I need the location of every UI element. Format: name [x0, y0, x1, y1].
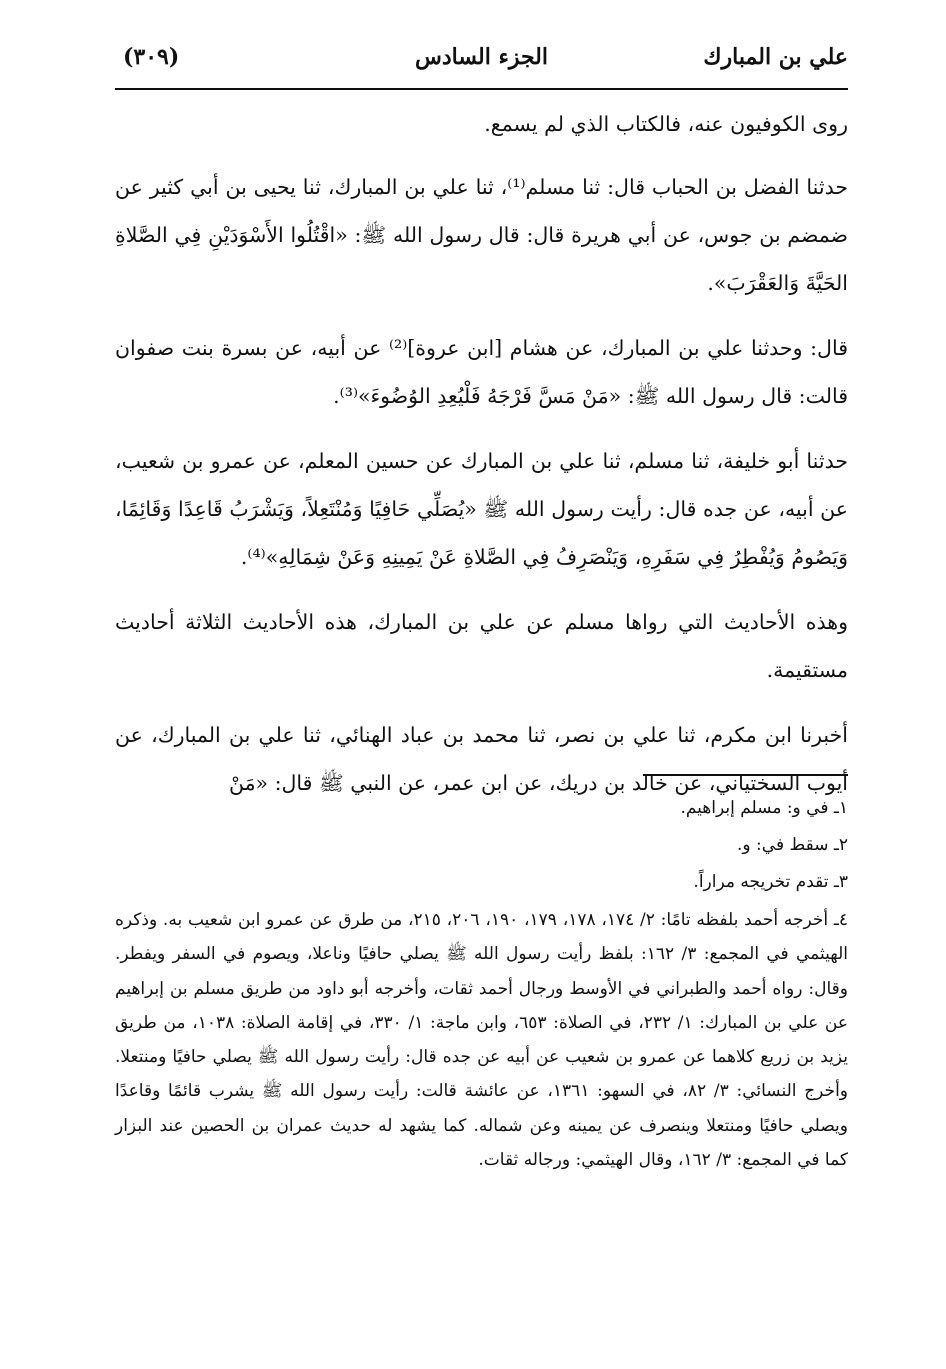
page-header [115, 40, 848, 90]
page-number: (٣٠٩) [123, 44, 180, 70]
footnote-text: أخرجه أحمد بلفظه تامًا: ٢/ ١٧٤، ١٧٨، ١٧٩، ١٩٠، ٢٠٦، ٢١٥، من طرق عن عمرو ابن شعيب به. وذكره الهيثمي في المجمع: ٣/ ١٦٢: بلفظ رأيت رسول الله ﷺ يصلي حافيًا وناعلا، ويصوم في السفر ويفطر. وقال: رواه أحمد والطبراني في الأوسط ورجال أحمد ثقات، وأخرجه أبو داود من طريق مسلم بن إبراهيم عن علي بن المبارك: ١/ ٢٣٢، في الصلاة: ٦٥٣، وابن ماجة: ١/ ٣٣٠، في إقامة الصلاة: ١٠٣٨، من طريق يزيد بن زريع كلاهما عن عمرو بن شعيب عن أبيه عن جده قال: رأيت رسول الله ﷺ يصلي حافيًا ومنتعلا. وأخرج النسائي: ٣/ ٨٢، في السهو: ١٣٦١، عن عائشة قالت: رأيت رسول الله ﷺ يشرب قائمًا وقاعدًا ويصلي حافيًا ومنتعلا وينصرف عن يمينه وعن شماله. كما يشهد له حديث عمران بن الحصين عند البزار كما في المجمع: ٣/ ١٦٢، وقال الهيثمي: ورجاله ثقات. [115, 910, 849, 1171]
paragraph-4: حدثنا أبو خليفة، ثنا مسلم، ثنا علي بن المبارك عن حسين المعلم، عن عمرو بن شعيب، عن أبيه، عن جده قال: رأيت رسول الله ﷺ «يُصَلِّي حَافِيًا وَمُنْتَعِلاً، وَيَشْرَبُ قَاعِدًا وَقَائِمًا، وَيَصُومُ وَيُفْطِرُ فِي سَفَرِهِ، وَيَنْصَرِفُ فِي الصَّلاةِ عَنْ يَمِينِهِ وَعَنْ شِمَالِهِ»⁽⁴⁾. [115, 449, 848, 569]
paragraph-5: وهذه الأحاديث التي رواها مسلم عن علي بن المبارك، هذه الأحاديث الثلاثة أحاديث مستقيمة. [115, 610, 848, 682]
paragraph-6: أخبرنا ابن مكرم، ثنا علي بن نصر، ثنا محمد بن عباد الهنائي، ثنا علي بن المبارك، عن أيوب السختياني، عن خالد بن دريك، عن ابن عمر، عن النبي ﷺ قال: «مَنْ [115, 723, 848, 795]
footnote-1 [115, 792, 848, 825]
main-text [115, 100, 848, 824]
footnote-2 [115, 829, 848, 862]
paragraph-3: قال: وحدثنا علي بن المبارك، عن هشام [ابن عروة]⁽²⁾ عن أبيه، عن بسرة بنت صفوان قالت: قال رسول الله ﷺ: «مَنْ مَسَّ فَرْجَهُ فَلْيُعِدِ الوُضُوءَ»⁽³⁾. [115, 336, 848, 408]
footnote-number: ٣ـ [833, 872, 848, 892]
footnote-4 [115, 903, 848, 1177]
paragraph-1: روى الكوفيون عنه، فالكتاب الذي لم يسمع. [484, 112, 848, 136]
footnotes [115, 792, 848, 1181]
volume-label: الجزء السادس [415, 44, 548, 70]
paragraph-2: حدثنا الفضل بن الحباب قال: ثنا مسلم⁽¹⁾، ثنا علي بن المبارك، ثنا يحيى بن أبي كثير عن ضمضم بن جوس، عن أبي هريرة قال: قال رسول الله ﷺ: «اقْتُلُوا الأَسْوَدَيْنِ فِي الصَّلاةِ الحَيَّةَ وَالعَقْرَبَ». [115, 175, 848, 295]
footnote-text: سقط في: و. [737, 835, 829, 855]
footnote-3 [115, 866, 848, 899]
running-title: علي بن المبارك [703, 44, 848, 70]
footnote-text: في و: مسلم إبراهيم. [680, 798, 829, 818]
footnote-number: ٢ـ [833, 835, 848, 855]
footnote-text: تقدم تخريجه مراراً. [693, 872, 829, 892]
footnote-number: ٤ـ [833, 910, 849, 930]
footnote-number: ١ـ [833, 798, 848, 818]
footnote-separator [643, 774, 848, 776]
